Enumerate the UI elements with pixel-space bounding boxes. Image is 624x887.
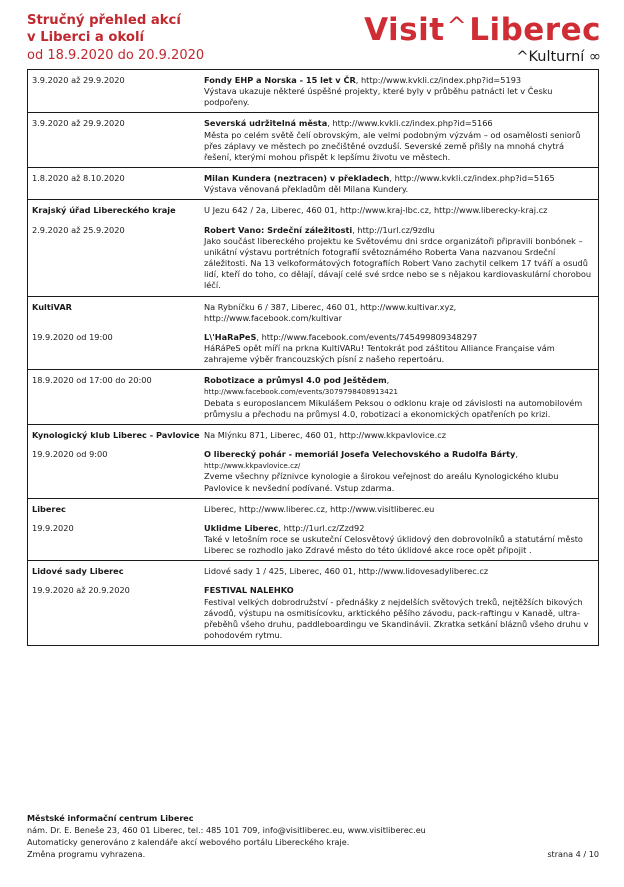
event-cell (28, 498, 599, 561)
venue-address: Lidové sady 1 / 425, Liberec, 460 01, http://www.lidovesadyliberec.cz (204, 566, 489, 577)
event-url[interactable]: http://www.facebook.com/events/3079798408913421 (204, 387, 398, 397)
venue-name: Kynologický klub Liberec - Pavlovice (32, 429, 200, 440)
document-title-line2: v Liberci a okolí (27, 30, 144, 45)
event-cell (28, 424, 599, 498)
event-date: 19.9.2020 od 19:00 (32, 331, 113, 342)
events-table (27, 69, 599, 646)
event-url[interactable]: , http://www.kvkli.cz/index.php?id=5166 (327, 118, 493, 129)
venue-row (28, 205, 598, 216)
page-footer (27, 812, 599, 860)
event-date: 19.9.2020 (32, 522, 74, 533)
event-name: Severská udržitelná města (204, 118, 328, 129)
venue-address: Na Rybníčku 6 / 387, Liberec, 460 01, http://www.kultivar.xyz, http://www.facebook.com/kultivar (204, 301, 457, 323)
document-title-line1: Stručný přehled akcí (27, 13, 181, 28)
event-row (28, 75, 598, 108)
event-name: FESTIVAL NALEHKO (204, 585, 294, 596)
event-date: 18.9.2020 od 17:00 do 20:00 (32, 375, 152, 386)
event-info (204, 173, 598, 195)
event-url-sep: , (386, 375, 390, 386)
venue-name: Krajský úřad Libereckého kraje (32, 205, 176, 216)
event-row (28, 585, 598, 641)
logo-wordmark (364, 9, 601, 47)
footer-note-changes: Změna programu vyhrazena. (27, 849, 146, 859)
event-description: Debata s europoslancem Mikulášem Peksou o odklonu kraje od závislosti na automobilovém průmyslu a přechodu na průmysl 4.0, robotizaci a ekonomických opatřeních po krizi. (204, 397, 583, 419)
venue-row (28, 430, 598, 441)
venue-name: Liberec (32, 503, 66, 514)
visit-liberec-logo (364, 9, 601, 65)
event-description: Výstava věnovaná překladům děl Milana Kundery. (204, 184, 409, 195)
event-description: Také v letošním roce se uskuteční Celosvětový úklidový den dobrovolníků a statutární město Liberec se rozhodlo jako Zdravé město do této úklidové akce roce opět připojit . (204, 534, 583, 556)
event-row (28, 523, 598, 556)
event-url-sep: , (515, 449, 518, 460)
event-url[interactable]: , http://www.kvkli.cz/index.php?id=5193 (355, 75, 522, 85)
document-title-block (27, 12, 204, 65)
event-row (28, 449, 598, 494)
event-name: Robert Vano: Srdeční záležitosti (204, 224, 353, 235)
venue-row (28, 566, 598, 577)
event-description: Jako součást libereckého projektu ke Světovému dni srdce organizátoři připravili bonbónek – unikátní výstavu portrétních fotografií světoznámého Roberta Vana nazvanou Srdeční záležitosti. Na 13 velkoformátových fotografiích Robert Vano zachytil celkem 17 tváří a osudů lidí, kteří do toho, co dělají, dávají celé své srdce nebo se s nějakou kardiovaskulární chorobou léčí. (204, 235, 592, 291)
event-date: 2.9.2020 až 25.9.2020 (32, 224, 125, 235)
event-info (204, 523, 598, 556)
event-info (204, 585, 598, 641)
event-url[interactable]: , http://1url.cz/9zdlu (352, 224, 435, 235)
event-row (28, 332, 598, 365)
event-info (204, 375, 598, 420)
event-description: HáRáPeS opět míří na prkna KultiVARu! Tentokrát pod záštitou Alliance Française vám zahrajeme výběr francouzských písní z našeho repertoáru. (204, 342, 555, 365)
event-description: Zveme všechny příznivce kynologie a širokou veřejnost do areálu Kynologického klubu Pavlovice k nevšední podívané. Vstup zdarma. (204, 471, 559, 493)
event-cell (28, 113, 599, 168)
page-number: strana 4 / 10 (547, 849, 599, 859)
event-date: 19.9.2020 od 9:00 (32, 449, 108, 460)
venue-address: U Jezu 642 / 2a, Liberec, 460 01, http://www.kraj-lbc.cz, http://www.liberecky-kraj.cz (204, 205, 548, 216)
venue-name: Lidové sady Liberec (32, 566, 124, 577)
event-info (204, 225, 598, 292)
event-name: Robotizace a průmysl 4.0 pod Ještědem (204, 375, 387, 386)
venue-row (28, 302, 598, 324)
event-name: L\'HaRaPeS (204, 331, 257, 342)
venue-address: Liberec, http://www.liberec.cz, http://www.visitliberec.eu (204, 503, 435, 514)
event-row (28, 118, 598, 163)
event-info (204, 332, 598, 365)
event-row (28, 225, 598, 292)
date-range: od 18.9.2020 do 20.9.2020 (27, 48, 205, 63)
event-date: 3.9.2020 až 29.9.2020 (32, 118, 125, 129)
event-cell (28, 168, 599, 200)
event-date: 1.8.2020 až 8.10.2020 (32, 173, 125, 184)
footer-organization: Městské informační centrum Liberec (27, 813, 194, 823)
event-cell (28, 561, 599, 646)
event-url[interactable]: , http://www.kvkli.cz/index.php?id=5165 (389, 173, 555, 184)
logo-liberec: Liberec (469, 12, 601, 48)
event-description: Města po celém světě čelí obrovským, ale velmi podobným výzvám – od osamělosti seniorů přes záplavy ve městech po znečištěné ovzduší. Severské země přišly na mnohá chytrá řešení, kterými mohou přispět k lepšímu životu ve městech. (204, 129, 581, 162)
event-description: Výstava ukazuje některé úspěšné projekty, které byly v průběhu patnácti let v Česku podpořeny. (204, 86, 553, 108)
event-info (204, 75, 598, 108)
event-name: O liberecký pohár - memoriál Josefa Velechovského a Rudolfa Bárty (204, 449, 516, 460)
footer-note-generated: Automaticky generováno z kalendáře akcí webového portálu Libereckého kraje. (27, 837, 350, 847)
logo-caret: ^ (446, 12, 468, 40)
event-url[interactable]: , http://www.facebook.com/events/745499809348297 (256, 331, 478, 342)
venue-address: Na Mlýnku 871, Liberec, 460 01, http://www.kkpavlovice.cz (204, 429, 446, 440)
event-description: Festival velkých dobrodružství - přednášky z nejdelších světových treků, nejtěžších bikových závodů, výstupu na osmitisícovku, arktického pěšího závodu, pack-raftingu v Kanadě, ultra-přeběhů všeho druhu, paddleboardingu ve Skandinávii. Zkratka setkání bláznů všeho druhu v pohodovém rytmu. (204, 596, 589, 641)
event-name: Milan Kundera (neztracen) v překladech (204, 173, 390, 184)
logo-visit: Visit (364, 12, 445, 48)
event-cell (28, 200, 599, 296)
event-info (204, 118, 598, 163)
footer-address: nám. Dr. E. Beneše 23, 460 01 Liberec, tel.: 485 101 709, info@visitliberec.eu, www.visitliberec.eu (27, 825, 426, 835)
event-cell (28, 370, 599, 425)
logo-subtitle: ^Kulturní ∞ (516, 49, 601, 65)
event-name: Fondy EHP a Norska - 15 let v ČR (204, 75, 356, 85)
event-cell (28, 296, 599, 370)
event-name: Uklidme Liberec (204, 522, 279, 533)
event-row (28, 375, 598, 420)
event-cell (28, 70, 599, 113)
event-url[interactable]: http://www.kkpavlovice.cz/ (204, 461, 301, 471)
venue-name: KultiVAR (32, 301, 72, 312)
event-info (204, 449, 598, 494)
event-row (28, 173, 598, 195)
event-date: 3.9.2020 až 29.9.2020 (32, 75, 125, 85)
event-date: 19.9.2020 až 20.9.2020 (32, 585, 130, 596)
venue-row (28, 504, 598, 515)
event-url[interactable]: , http://1url.cz/Zzd92 (278, 522, 365, 533)
